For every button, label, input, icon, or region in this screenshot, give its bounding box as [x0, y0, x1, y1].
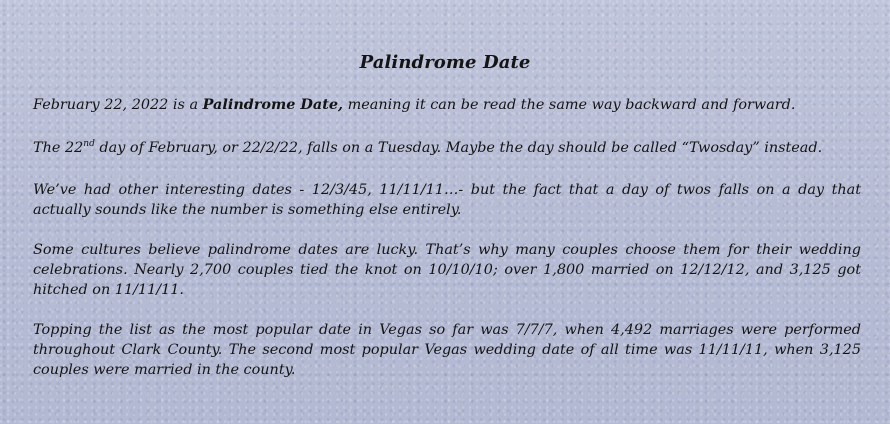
twosday-text-start: The 22 — [33, 140, 84, 156]
paragraph-cultures: Some cultures believe palindrome dates are lucky. That’s why many couples choose them for their wedding celebrations. Nearly 2,700 couples tied the knot on 10/10/10; over 1,800 married on 12/12/12, and 3,125 got hitched on 11/11/11. — [33, 242, 861, 298]
intro-bold-term: Palindrome Date, — [202, 96, 344, 113]
paragraph-intro — [33, 95, 861, 115]
paragraph-other-dates: We’ve had other interesting dates - 12/3/45, 11/11/11…- but the fact that a day of twos falls on a day that actually sounds like the number is something else entirely. — [33, 182, 861, 218]
paragraph-vegas: Topping the list as the most popular date in Vegas so far was 7/7/7, when 4,492 marriages were performed throughout Clark County. The second most popular Vegas wedding date of all time was 11/11/11, when 3,125 couples were married in the county. — [33, 322, 861, 378]
ordinal-superscript: nd — [83, 139, 95, 149]
intro-text-end: meaning it can be read the same way backward and forward. — [343, 97, 796, 113]
page-title: Palindrome Date — [359, 52, 531, 73]
intro-text-start: February 22, 2022 is a — [33, 97, 203, 113]
twosday-text-end: day of February, or 22/2/22, falls on a Tuesday. Maybe the day should be called “Twosday” instead. — [94, 140, 823, 156]
paragraph-twosday — [33, 138, 861, 158]
